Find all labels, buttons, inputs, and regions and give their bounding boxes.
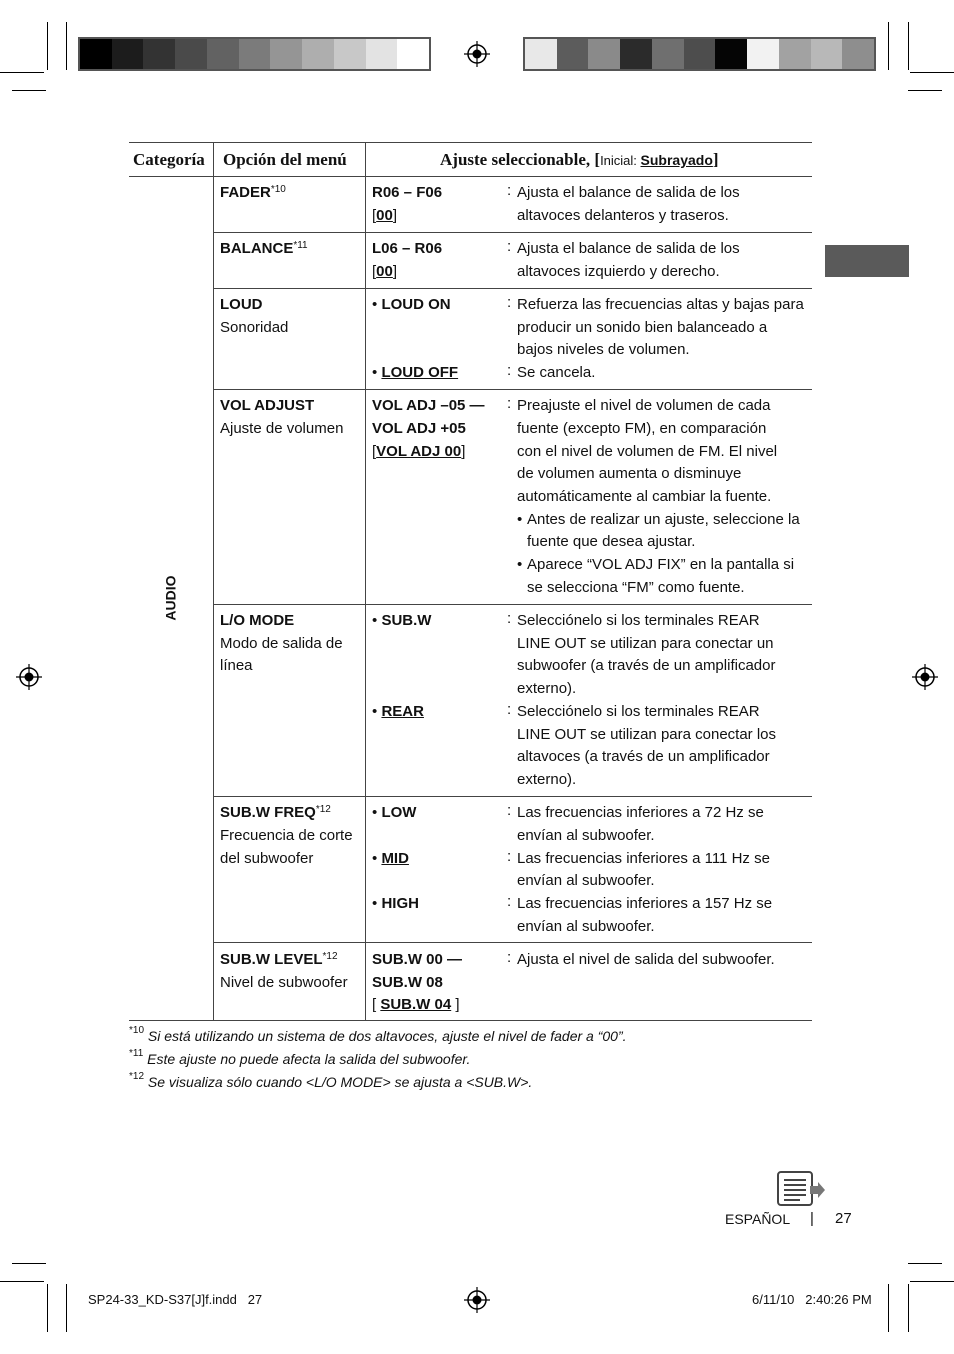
colon: :	[507, 395, 512, 412]
colon: :	[507, 848, 512, 865]
vol-range-1: VOL ADJ –05 —	[372, 397, 485, 414]
freq-opt-high	[372, 893, 419, 916]
print-file-name: SP24-33_KD-S37[J]f.indd 27	[88, 1292, 263, 1307]
balance-note: *11	[293, 240, 308, 251]
bullet: •	[372, 703, 378, 720]
row-freq-option	[220, 802, 331, 825]
document-icon	[776, 1170, 826, 1208]
freq-d1b: envían al subwoofer.	[517, 827, 655, 844]
freq-note: *12	[315, 804, 331, 815]
freq-d2a: Las frecuencias inferiores a 111 Hz se	[517, 850, 770, 867]
crop-mark	[910, 72, 954, 73]
level-range-1: SUB.W 00 —	[372, 951, 463, 968]
crop-mark	[908, 1284, 909, 1332]
fader-desc-1: Ajusta el balance de salida de los	[517, 184, 740, 201]
fader-initial	[372, 205, 397, 228]
bullet: •	[372, 612, 378, 629]
lo-rear-label: REAR	[381, 703, 424, 720]
freq-name: SUB.W FREQ	[220, 804, 316, 821]
registration-mark-icon	[912, 664, 938, 690]
lo-sub-1: Modo de salida de	[220, 635, 343, 652]
bullet: •	[372, 364, 378, 381]
vol-sub: Ajuste de volumen	[220, 420, 344, 437]
freq-sub-1: Frecuencia de corte	[220, 827, 353, 844]
crop-mark	[910, 1281, 954, 1282]
page-separator: |	[810, 1210, 814, 1227]
freq-d3b: envían al subwoofer.	[517, 918, 655, 935]
loud-d1c: bajos niveles de volumen.	[517, 341, 690, 358]
crop-mark	[12, 1263, 46, 1264]
color-swatch	[207, 39, 239, 69]
colon: :	[507, 182, 512, 199]
level-name: SUB.W LEVEL	[220, 951, 323, 968]
header-setting-label: Ajuste seleccionable, [	[440, 150, 601, 169]
level-initial	[372, 994, 460, 1017]
bracket: ]	[461, 443, 466, 460]
header-setting	[440, 150, 719, 170]
bullet: •	[372, 296, 378, 313]
row-fader-option	[220, 182, 286, 205]
table-rule	[213, 942, 812, 943]
bullet: •	[372, 895, 378, 912]
lo-name: L/O MODE	[220, 612, 295, 629]
footnote	[129, 1025, 627, 1044]
footnote-text: Se visualiza sólo cuando <L/O MODE> se ajusta a <SUB.W>.	[147, 1074, 533, 1090]
colon: :	[507, 238, 512, 255]
loud-off-label: LOUD OFF	[381, 364, 459, 381]
vol-b2b: se selecciona “FM” como fuente.	[527, 579, 745, 596]
vol-name: VOL ADJUST	[220, 397, 315, 414]
crop-mark	[0, 72, 44, 73]
balance-desc-2: altavoces izquierdo y derecho.	[517, 263, 720, 280]
fader-desc-2: altavoces delanteros y traseros.	[517, 207, 729, 224]
lo-d1d: externo).	[517, 680, 577, 697]
bullet: •	[517, 556, 523, 573]
vol-d3: con el nivel de volumen de FM. El nivel	[517, 443, 778, 460]
color-swatch	[842, 39, 874, 69]
header-option: Opción del menú	[223, 150, 347, 169]
color-calibration-bar-left	[78, 37, 431, 71]
color-swatch	[239, 39, 271, 69]
bullet: •	[372, 804, 378, 821]
bracket: [	[372, 263, 377, 280]
lo-d2a: Selecciónelo si los terminales REAR	[517, 703, 760, 720]
table-rule	[213, 232, 812, 233]
color-swatch	[143, 39, 175, 69]
balance-name: BALANCE	[220, 240, 294, 257]
level-range-2: SUB.W 08	[372, 974, 443, 991]
level-initial-value: SUB.W 04	[380, 996, 452, 1013]
bracket: ]	[451, 996, 460, 1013]
crop-mark	[888, 22, 889, 70]
bracket: [	[372, 996, 381, 1013]
crop-mark	[47, 22, 48, 70]
freq-mid-label: MID	[381, 850, 409, 867]
vol-d4: de volumen aumenta o disminuye	[517, 465, 742, 482]
color-swatch	[811, 39, 843, 69]
bracket: ]	[392, 207, 398, 224]
color-swatch	[270, 39, 302, 69]
loud-d1b: producir un sonido bien balanceado a	[517, 319, 768, 336]
crop-mark	[888, 1284, 889, 1332]
footnote-mark: *11	[129, 1048, 144, 1059]
crop-mark	[908, 1263, 942, 1264]
print-date: 6/11/10 2:40:26 PM	[752, 1292, 872, 1307]
freq-opt-mid	[372, 848, 409, 871]
page-language: ESPAÑOL	[725, 1211, 791, 1227]
color-swatch	[684, 39, 716, 69]
color-swatch	[302, 39, 334, 69]
freq-d1a: Las frecuencias inferiores a 72 Hz se	[517, 804, 764, 821]
vol-d2: fuente (excepto FM), en comparación	[517, 420, 767, 437]
footnote-text: Este ajuste no puede afecta la salida del subwoofer.	[147, 1051, 471, 1067]
crop-mark	[908, 22, 909, 70]
vol-initial-value: VOL ADJ 00	[376, 443, 462, 460]
fader-note: *10	[270, 184, 286, 195]
balance-desc-1: Ajusta el balance de salida de los	[517, 240, 740, 257]
color-swatch	[80, 39, 112, 69]
freq-d3a: Las frecuencias inferiores a 157 Hz se	[517, 895, 773, 912]
bullet: •	[372, 850, 378, 867]
footnote-text: Si está utilizando un sistema de dos altavoces, ajuste el nivel de fader a “00”.	[147, 1028, 627, 1044]
colon: :	[507, 949, 512, 966]
colon: :	[507, 701, 512, 718]
registration-mark-icon	[16, 664, 42, 690]
freq-high-label: HIGH	[381, 895, 419, 912]
section-tab	[825, 245, 909, 277]
color-swatch	[652, 39, 684, 69]
header-initial-label: Inicial:	[600, 153, 641, 168]
vol-b1a: Antes de realizar un ajuste, seleccione la	[527, 511, 800, 528]
colon: :	[507, 362, 512, 379]
freq-opt-low	[372, 802, 416, 825]
color-swatch	[334, 39, 366, 69]
crop-mark	[0, 1281, 44, 1282]
balance-initial	[372, 261, 397, 284]
table-rule	[213, 604, 812, 605]
crop-mark	[66, 22, 67, 70]
table-rule	[129, 142, 812, 143]
loud-d2: Se cancela.	[517, 364, 596, 381]
fader-initial-value: 00	[376, 207, 393, 224]
lo-d1a: Selecciónelo si los terminales REAR	[517, 612, 760, 629]
table-rule	[213, 796, 812, 797]
bracket: [	[372, 207, 377, 224]
bracket: [	[372, 443, 377, 460]
loud-d1a: Refuerza las frecuencias altas y bajas para	[517, 296, 804, 313]
bracket: ]	[392, 263, 398, 280]
lo-sub-2: línea	[220, 657, 253, 674]
color-swatch	[112, 39, 144, 69]
table-rule	[213, 389, 812, 390]
lo-d1c: subwoofer (a través de un amplificador	[517, 657, 776, 674]
vol-range-2: VOL ADJ +05	[372, 420, 466, 437]
category-audio: AUDIO	[162, 575, 179, 621]
crop-mark	[12, 90, 46, 91]
freq-d2b: envían al subwoofer.	[517, 872, 655, 889]
loud-opt-off	[372, 362, 458, 385]
color-swatch	[588, 39, 620, 69]
footnote	[129, 1071, 533, 1090]
vol-b1b: fuente que desea ajustar.	[527, 533, 696, 550]
fader-range: R06 – F06	[372, 184, 443, 201]
level-note: *12	[322, 951, 338, 962]
lo-d1b: LINE OUT se utilizan para conectar un	[517, 635, 774, 652]
freq-sub-2: del subwoofer	[220, 850, 314, 867]
lo-opt-subw	[372, 610, 431, 633]
lo-opt-rear	[372, 701, 424, 724]
crop-mark	[47, 1284, 48, 1332]
table-rule	[129, 1020, 812, 1021]
registration-mark-icon	[464, 1287, 490, 1313]
color-swatch	[620, 39, 652, 69]
loud-opt-on	[372, 294, 451, 317]
freq-low-label: LOW	[381, 804, 417, 821]
table-rule	[213, 288, 812, 289]
colon: :	[507, 294, 512, 311]
colon: :	[507, 893, 512, 910]
level-d1: Ajusta el nivel de salida del subwoofer.	[517, 951, 775, 968]
row-balance-option	[220, 238, 308, 261]
color-swatch	[525, 39, 557, 69]
loud-name: LOUD	[220, 296, 263, 313]
table-rule	[365, 142, 366, 1021]
footnote-mark: *10	[129, 1025, 145, 1036]
colon: :	[507, 802, 512, 819]
color-swatch	[366, 39, 398, 69]
color-swatch	[779, 39, 811, 69]
lo-d2b: LINE OUT se utilizan para conectar los	[517, 726, 777, 743]
vol-b2a: Aparece “VOL ADJ FIX” en la pantalla si	[527, 556, 795, 573]
color-calibration-bar-right	[523, 37, 876, 71]
table-rule	[129, 176, 812, 177]
crop-mark	[908, 90, 942, 91]
page-number: 27	[835, 1210, 852, 1227]
loud-on-label: LOUD ON	[381, 296, 451, 313]
row-level-option	[220, 949, 338, 972]
color-swatch	[557, 39, 589, 69]
footnote	[129, 1048, 471, 1067]
balance-initial-value: 00	[376, 263, 393, 280]
loud-sub: Sonoridad	[220, 319, 289, 336]
crop-mark	[66, 1284, 67, 1332]
table-rule	[213, 142, 214, 1021]
balance-range: L06 – R06	[372, 240, 443, 257]
color-swatch	[747, 39, 779, 69]
header-bracket: ]	[712, 150, 719, 169]
lo-d2d: externo).	[517, 771, 577, 788]
level-sub: Nivel de subwoofer	[220, 974, 348, 991]
color-swatch	[397, 39, 429, 69]
footnote-mark: *12	[129, 1071, 145, 1082]
lo-subw-label: SUB.W	[381, 612, 432, 629]
fader-name: FADER	[220, 184, 271, 201]
color-swatch	[175, 39, 207, 69]
bullet: •	[517, 511, 523, 528]
vol-d5: automáticamente al cambiar la fuente.	[517, 488, 772, 505]
vol-d1: Preajuste el nivel de volumen de cada	[517, 397, 771, 414]
header-underlined-label: Subrayado	[640, 152, 713, 168]
registration-mark-icon	[464, 41, 490, 67]
lo-d2c: altavoces (a través de un amplificador	[517, 748, 770, 765]
vol-initial	[372, 441, 465, 464]
colon: :	[507, 610, 512, 627]
color-swatch	[715, 39, 747, 69]
header-category: Categoría	[133, 150, 205, 169]
